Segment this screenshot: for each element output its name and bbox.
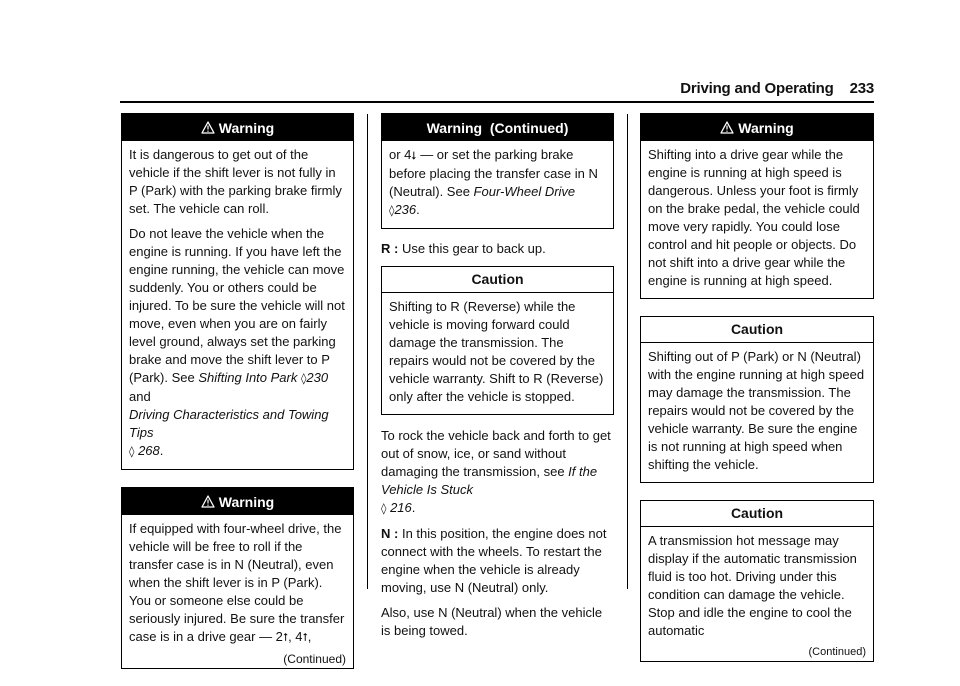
reverse-paragraph (381, 240, 614, 258)
period: . (416, 202, 420, 217)
column-divider-2 (627, 114, 628, 589)
body-text-run: To rock the vehicle back and forth to get out of snow, ice, or sand without damaging the transmission, see (381, 428, 611, 479)
caution-box-reverse (381, 266, 614, 415)
body-text (381, 427, 614, 640)
period: . (159, 443, 164, 458)
page-ref-icon: ◊ (381, 502, 387, 515)
caution-body: Shifting to R (Reverse) while the vehicle is moving forward could damage the transmission. The repairs would not be covered by the vehicle warranty. Shift to R (Reverse) only after the vehicle is stopped. (389, 299, 604, 404)
warning-triangle-icon (201, 495, 215, 508)
warning-triangle-icon (720, 121, 734, 134)
conjunction: and (129, 389, 151, 404)
gear-text: In this position, the engine does not connect with the wheels. To restart the engine when the vehicle is already moving, use N (Neutral) only. (381, 526, 607, 595)
gear-reverse (381, 240, 614, 258)
continued-label: (Continued) (808, 646, 866, 658)
page-ref-icon: ◊ (389, 204, 395, 217)
gear-text: Use this gear to back up. (398, 241, 546, 256)
warning-header (122, 114, 353, 141)
warning-paragraph (129, 225, 346, 461)
page-ref[interactable]: 268 (138, 443, 160, 458)
warning-header (641, 114, 873, 141)
warning-paragraph (129, 520, 346, 647)
link-vehicle-stuck[interactable]: If the Vehicle Is Stuck (381, 464, 598, 497)
warning-box-four-wheel (121, 487, 354, 669)
warning-text: or 4 (389, 147, 412, 162)
warning-text: — or set the parking brake before placing the transfer case in N (Neutral). See (389, 147, 598, 199)
warning-body (122, 515, 353, 668)
caution-body (641, 527, 873, 661)
link-four-wheel-drive[interactable]: Four-Wheel Drive (473, 184, 576, 199)
column-divider-1 (367, 114, 368, 589)
caution-box-transmission-hot (640, 500, 874, 662)
warning-header (122, 488, 353, 515)
page-ref[interactable]: 216 (390, 500, 412, 515)
page-ref-icon: ◊ (300, 372, 307, 385)
link-shifting-into-park[interactable]: Shifting Into Park (198, 370, 298, 385)
warning-paragraph (389, 146, 606, 220)
caution-paragraph: A transmission hot message may display if the automatic transmission fluid is too hot. Driving under this condition can damage the vehicle. Stop and idle the engine to cool the automatic (648, 533, 857, 638)
gear-label: N : (381, 526, 399, 541)
neutral-paragraph (381, 525, 614, 597)
arrow-up-icon: ⭡ (302, 631, 308, 644)
rock-paragraph (381, 427, 614, 518)
arrow-down-icon: ⭣ (411, 149, 417, 162)
period: . (411, 500, 416, 515)
warning-header: Warning (Continued) (382, 114, 613, 141)
page-ref[interactable]: 230 (306, 370, 329, 385)
column-1 (121, 113, 354, 686)
column-2 (381, 113, 614, 647)
warning-text: Do not leave the vehicle when the engine is running. If you have left the engine running, the vehicle can move suddenly. You or others could be injured. To be sure the vehicle will not move, even when you are on fairly level ground, always set the parking brake and move the shift lever to P (Park). See (129, 226, 345, 385)
page-ref-icon: ◊ (129, 445, 135, 458)
warning-text: If equipped with four-wheel drive, the vehicle will be free to roll if the transfer case is in N (Neutral), even when the shift lever is in P (Park). You or someone else could be seriously injured. Be sure the transfer case is in a drive gear — 2 (129, 521, 345, 644)
running-header (680, 80, 874, 97)
warning-box-high-speed (640, 113, 874, 299)
warning-box-park (121, 113, 354, 470)
warning-body (122, 141, 353, 469)
caution-box-high-speed (640, 316, 874, 483)
link-driving-characteristics[interactable]: Driving Characteristics and Towing Tips (129, 407, 329, 440)
warning-box-continued (381, 113, 614, 229)
caution-header: Caution (382, 267, 613, 293)
warning-title: Warning (738, 120, 794, 136)
warning-paragraph: It is dangerous to get out of the vehicle if the shift lever is not fully in P (Park) with the parking brake firmly set. The vehicle can roll. (129, 147, 342, 216)
towed-paragraph: Also, use N (Neutral) when the vehicle is being towed. (381, 605, 603, 638)
page-ref[interactable]: 236 (394, 202, 417, 217)
gear-label: R : (381, 241, 399, 256)
column-3 (640, 113, 874, 679)
header-rule (120, 101, 874, 103)
section-title: Driving and Operating (680, 80, 834, 97)
continued-label: (Continued) (283, 652, 346, 666)
warning-title: Warning (218, 120, 275, 136)
caution-header: Caution (641, 317, 873, 343)
warning-body (382, 141, 613, 228)
warning-triangle-icon (201, 121, 215, 134)
caution-body: Shifting out of P (Park) or N (Neutral) with the engine running at high speed may damage the transmission. The repairs would not be covered by the vehicle warranty. Be sure the engine is not running at high speed when shifting the vehicle. (648, 349, 865, 472)
page-number: 233 (849, 80, 874, 97)
warning-text: , (307, 629, 312, 644)
arrow-up-icon: ⭡ (282, 631, 289, 644)
warning-title: Warning (218, 494, 275, 510)
warning-text: , 4 (288, 629, 303, 644)
caution-header: Caution (641, 501, 873, 527)
warning-body: Shifting into a drive gear while the engine is running at high speed is dangerous. Unless your foot is firmly on the brake pedal, the vehicle could move very rapidly. You could lose control and hit people or objects. Do not shift into a drive gear while the engine is running at high speed. (648, 147, 860, 288)
